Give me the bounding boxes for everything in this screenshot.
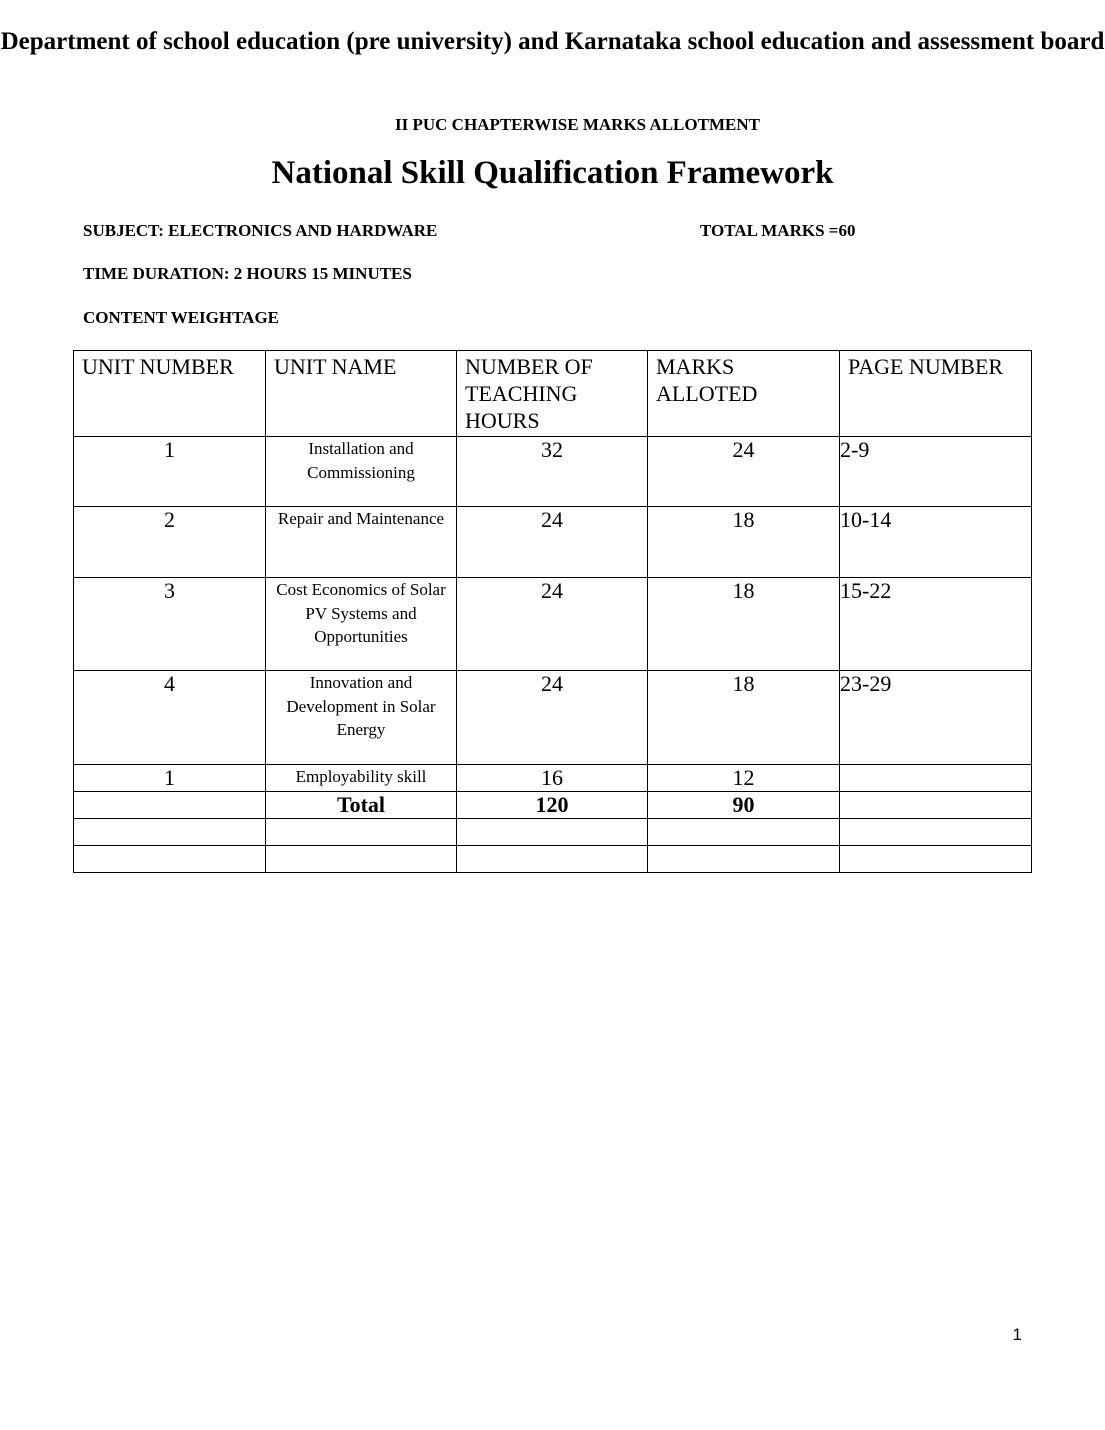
content-weightage-heading: CONTENT WEIGHTAGE: [83, 308, 280, 327]
teaching-hours-cell: 24: [457, 507, 648, 578]
page-range-cell: 23-29: [840, 671, 1032, 765]
total-empty-cell: [74, 792, 266, 819]
marks-cell: 18: [648, 671, 840, 765]
table-header-row: [74, 351, 1032, 437]
framework-title: National Skill Qualification Framework: [271, 155, 834, 191]
header-unit-name: UNIT NAME: [266, 351, 457, 437]
unit-name-cell: Innovation and Development in Solar Energy: [266, 671, 457, 765]
unit-number-cell: 1: [74, 765, 266, 792]
empty-cell: [648, 846, 840, 873]
marks-cell: 18: [648, 507, 840, 578]
marks-allotment-subtitle: II PUC CHAPTERWISE MARKS ALLOTMENT: [395, 115, 760, 134]
marks-cell: 18: [648, 578, 840, 671]
subject-line: SUBJECT: ELECTRONICS AND HARDWARE: [83, 221, 438, 240]
total-hours-cell: 120: [457, 792, 648, 819]
unit-number-cell: 3: [74, 578, 266, 671]
page-range-cell: 15-22: [840, 578, 1032, 671]
total-marks-cell: 90: [648, 792, 840, 819]
empty-cell: [266, 846, 457, 873]
total-row: [74, 792, 1032, 819]
unit-number-cell: 1: [74, 437, 266, 507]
unit-name-cell: Installation and Commissioning: [266, 437, 457, 507]
empty-cell: [648, 819, 840, 846]
unit-number-cell: 2: [74, 507, 266, 578]
unit-name-cell: Cost Economics of Solar PV Systems and Opportunities: [266, 578, 457, 671]
content-weightage-table: [73, 350, 1032, 873]
page-range-cell: [840, 765, 1032, 792]
header-teaching-hours: NUMBER OF TEACHING HOURS: [457, 351, 648, 437]
teaching-hours-cell: 24: [457, 671, 648, 765]
time-duration-line: TIME DURATION: 2 HOURS 15 MINUTES: [83, 264, 412, 283]
marks-cell: 24: [648, 437, 840, 507]
unit-name-cell: Employability skill: [266, 765, 457, 792]
table-row: [74, 507, 1032, 578]
empty-cell: [74, 846, 266, 873]
marks-cell: 12: [648, 765, 840, 792]
department-title: Department of school education (pre university) and Karnataka school education and assessment board: [0, 28, 1105, 55]
page-range-cell: 2-9: [840, 437, 1032, 507]
empty-cell: [266, 819, 457, 846]
page-number: 1: [1012, 1325, 1022, 1344]
header-page-number: PAGE NUMBER: [840, 351, 1032, 437]
total-label-cell: Total: [266, 792, 457, 819]
teaching-hours-cell: 24: [457, 578, 648, 671]
total-marks-line: TOTAL MARKS =60: [700, 221, 856, 240]
teaching-hours-cell: 32: [457, 437, 648, 507]
empty-row: [74, 819, 1032, 846]
table-row: [74, 765, 1032, 792]
header-marks-alloted: MARKS ALLOTED: [648, 351, 840, 437]
empty-row: [74, 846, 1032, 873]
empty-cell: [74, 819, 266, 846]
table-row: [74, 437, 1032, 507]
table-row: [74, 671, 1032, 765]
unit-name-cell: Repair and Maintenance: [266, 507, 457, 578]
empty-cell: [457, 846, 648, 873]
header-unit-number: UNIT NUMBER: [74, 351, 266, 437]
table-row: [74, 578, 1032, 671]
empty-cell: [840, 846, 1032, 873]
unit-number-cell: 4: [74, 671, 266, 765]
teaching-hours-cell: 16: [457, 765, 648, 792]
page-range-cell: 10-14: [840, 507, 1032, 578]
empty-cell: [840, 819, 1032, 846]
total-page-cell: [840, 792, 1032, 819]
empty-cell: [457, 819, 648, 846]
